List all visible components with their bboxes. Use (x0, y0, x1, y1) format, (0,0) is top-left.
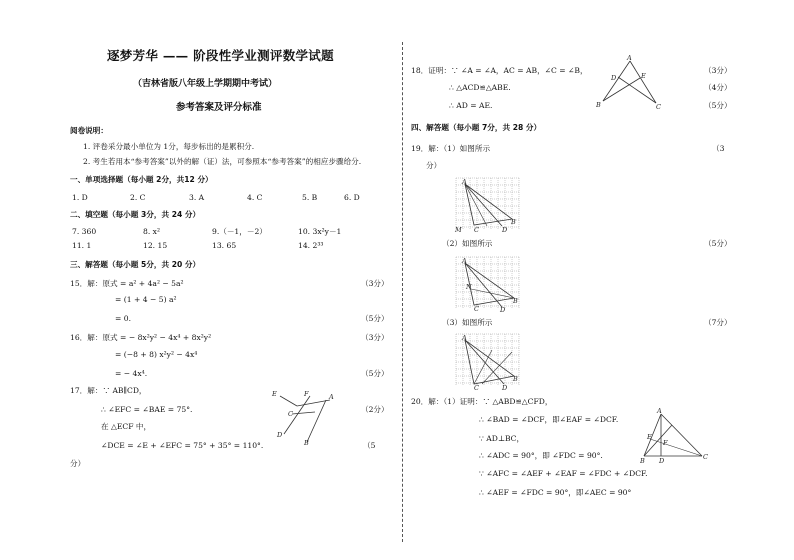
q19-score-2: （5分） (704, 239, 732, 248)
g1-label-d: D (502, 226, 508, 234)
fill-answer-10: 10. 3x²y－1 (298, 227, 342, 236)
q18-score-3: （5分） (704, 101, 732, 110)
g2-label-n: N (466, 283, 472, 291)
fig20-label-d: D (659, 457, 665, 465)
q17-line-1: 17．解：∵ AB∥CD， (70, 386, 147, 395)
g1-label-m: M (455, 226, 462, 234)
fill-answer-14: 14. 2³³ (298, 241, 324, 250)
choice-answer-2: 2. C (130, 193, 146, 202)
q17-score-2: （2分） (361, 405, 389, 414)
q20-line-4: ∴ ∠ADC = 90°，即 ∠FDC = 90°. (479, 451, 603, 460)
q18-line-1: 18．证明：∵ ∠A = ∠A，AC = AB，∠C = ∠B， (411, 66, 588, 75)
q20-line-5: ∵ ∠AFC = ∠AEF + ∠EAF = ∠FDC + ∠DCF. (479, 469, 648, 478)
column-divider (402, 42, 403, 542)
q19-part-2: （2）如图所示 (442, 239, 493, 248)
q15-line-3: = 0. (115, 314, 132, 323)
g2-label-d: D (500, 306, 506, 313)
q19-score-1: （3 (712, 144, 725, 153)
fig18-label-b: B (596, 101, 601, 109)
g3-label-a: A (462, 334, 467, 342)
fig18-label-e: E (641, 72, 646, 80)
q16-line-2: = (−8 + 8) x²y² − 4x⁴ (115, 350, 198, 359)
section-1-heading: 一、单项选择题（每小题 2分，共12 分） (70, 175, 213, 184)
g2-label-c: C (474, 305, 479, 313)
g1-label-a: A (462, 178, 467, 186)
q18-line-2: ∴ △ACD≌△ABE. (449, 83, 511, 92)
fig20-label-b: B (640, 457, 645, 465)
fig17-label-c: C (288, 410, 293, 418)
instruction-item-2: 2. 考生若用本“参考答案”以外的解（证）法，可参照本“参考答案”的相应步骤给分. (83, 157, 362, 166)
q16-line-1: 16．解：原式 = − 8x²y² − 4x⁴ + 8x²y² (70, 333, 212, 342)
q19-line-1: 19．解：（1）如图所示 (411, 144, 491, 153)
fig17-label-a: A (329, 393, 334, 401)
fig20-label-f: F (663, 439, 668, 447)
fill-answer-7: 7. 360 (72, 227, 97, 236)
q19-grid-1 (452, 176, 522, 234)
g2-label-a: A (462, 257, 467, 265)
fig18-label-d: D (611, 74, 617, 82)
fig20-label-a: A (657, 407, 662, 415)
choice-answer-6: 6. D (344, 193, 360, 202)
fill-answer-9: 9.（－1，－2） (212, 227, 267, 236)
choice-answer-3: 3. A (189, 193, 205, 202)
q19-grid-3 (452, 332, 522, 392)
q20-line-1: 20．解：（1）证明：∵ △ABD≌△CFD， (411, 397, 553, 406)
q16-line-3: = − 4x⁴. (115, 369, 148, 378)
fig17-label-b: B (304, 439, 309, 446)
q16-score-3: （5分） (361, 369, 389, 378)
instructions-heading: 阅卷说明： (70, 126, 108, 135)
answer-key-title: 参考答案及评分标准 (176, 102, 262, 113)
q17-figure (270, 386, 342, 446)
g1-label-c: C (474, 226, 479, 234)
fig18-label-a: A (627, 54, 632, 62)
fill-answer-13: 13. 65 (212, 241, 237, 250)
choice-answer-5: 5. B (302, 193, 318, 202)
fig20-label-c: C (703, 453, 708, 461)
choice-answer-1: 1. D (72, 193, 88, 202)
g1-label-b: B (511, 218, 516, 226)
q19-part-3: （3）如图所示 (442, 318, 493, 327)
section-3-heading: 三、解答题（每小题 5分，共 20 分） (70, 260, 201, 269)
section-4-heading: 四、解答题（每小题 7分，共 28 分） (411, 123, 542, 132)
q20-line-3: ∵ AD⊥BC， (479, 434, 525, 443)
fig20-label-e: E (647, 433, 652, 441)
q18-score-1: （3分） (704, 66, 732, 75)
q19-grid-2 (452, 255, 522, 313)
choice-answer-4: 4. C (247, 193, 263, 202)
g2-label-b: B (513, 297, 518, 305)
q17-line-4: ∠DCE = ∠E + ∠EFC = 75° + 35° = 110°. (101, 441, 264, 450)
fig17-label-d: D (277, 431, 283, 439)
q15-line-2: = (1 + 4 − 5) a² (115, 295, 177, 304)
q20-line-2: ∴ ∠BAD = ∠DCF，即∠EAF = ∠DCF. (479, 415, 619, 424)
q16-score-1: （3分） (361, 333, 389, 342)
q15-score-1: （3分） (361, 279, 389, 288)
fig17-label-f: F (304, 390, 309, 398)
q17-line-3: 在 △ECF 中， (101, 422, 152, 431)
q18-figure (596, 53, 666, 111)
fill-answer-8: 8. x² (143, 227, 160, 236)
q18-line-3: ∴ AD = AE. (449, 101, 493, 110)
fill-answer-11: 11. 1 (72, 241, 92, 250)
q18-score-2: （4分） (704, 83, 732, 92)
q20-figure (640, 406, 712, 466)
q19-score-3: （7分） (704, 318, 732, 327)
q19-line-1b: 分） (426, 161, 442, 170)
fill-answer-12: 12. 15 (143, 241, 168, 250)
section-2-heading: 二、填空题（每小题 3分，共 24 分） (70, 210, 201, 219)
g3-label-c: C (474, 384, 479, 392)
g3-label-b: B (513, 375, 518, 383)
fig18-label-c: C (656, 103, 661, 111)
q15-line-1: 15．解：原式 = a² + 4a² − 5a² (70, 279, 184, 288)
q17-line-5: 分） (70, 459, 86, 468)
fig17-label-e: E (272, 390, 277, 398)
instruction-item-1: 1. 评卷采分最小单位为 1分，每步标出的是累积分. (83, 142, 255, 151)
page-subtitle: （吉林省版八年级上学期期中考试） (133, 79, 278, 89)
page-title: 逐梦芳华 —— 阶段性学业测评数学试题 (107, 48, 334, 63)
q20-line-6: ∴ ∠AEF = ∠FDC = 90°，即∠AEC = 90° (479, 488, 632, 497)
q17-line-2: ∴ ∠EFC = ∠BAE = 75°. (101, 405, 193, 414)
q17-score-4: （5 (363, 441, 376, 450)
g3-label-d: D (502, 384, 508, 392)
q15-score-3: （5分） (361, 314, 389, 323)
